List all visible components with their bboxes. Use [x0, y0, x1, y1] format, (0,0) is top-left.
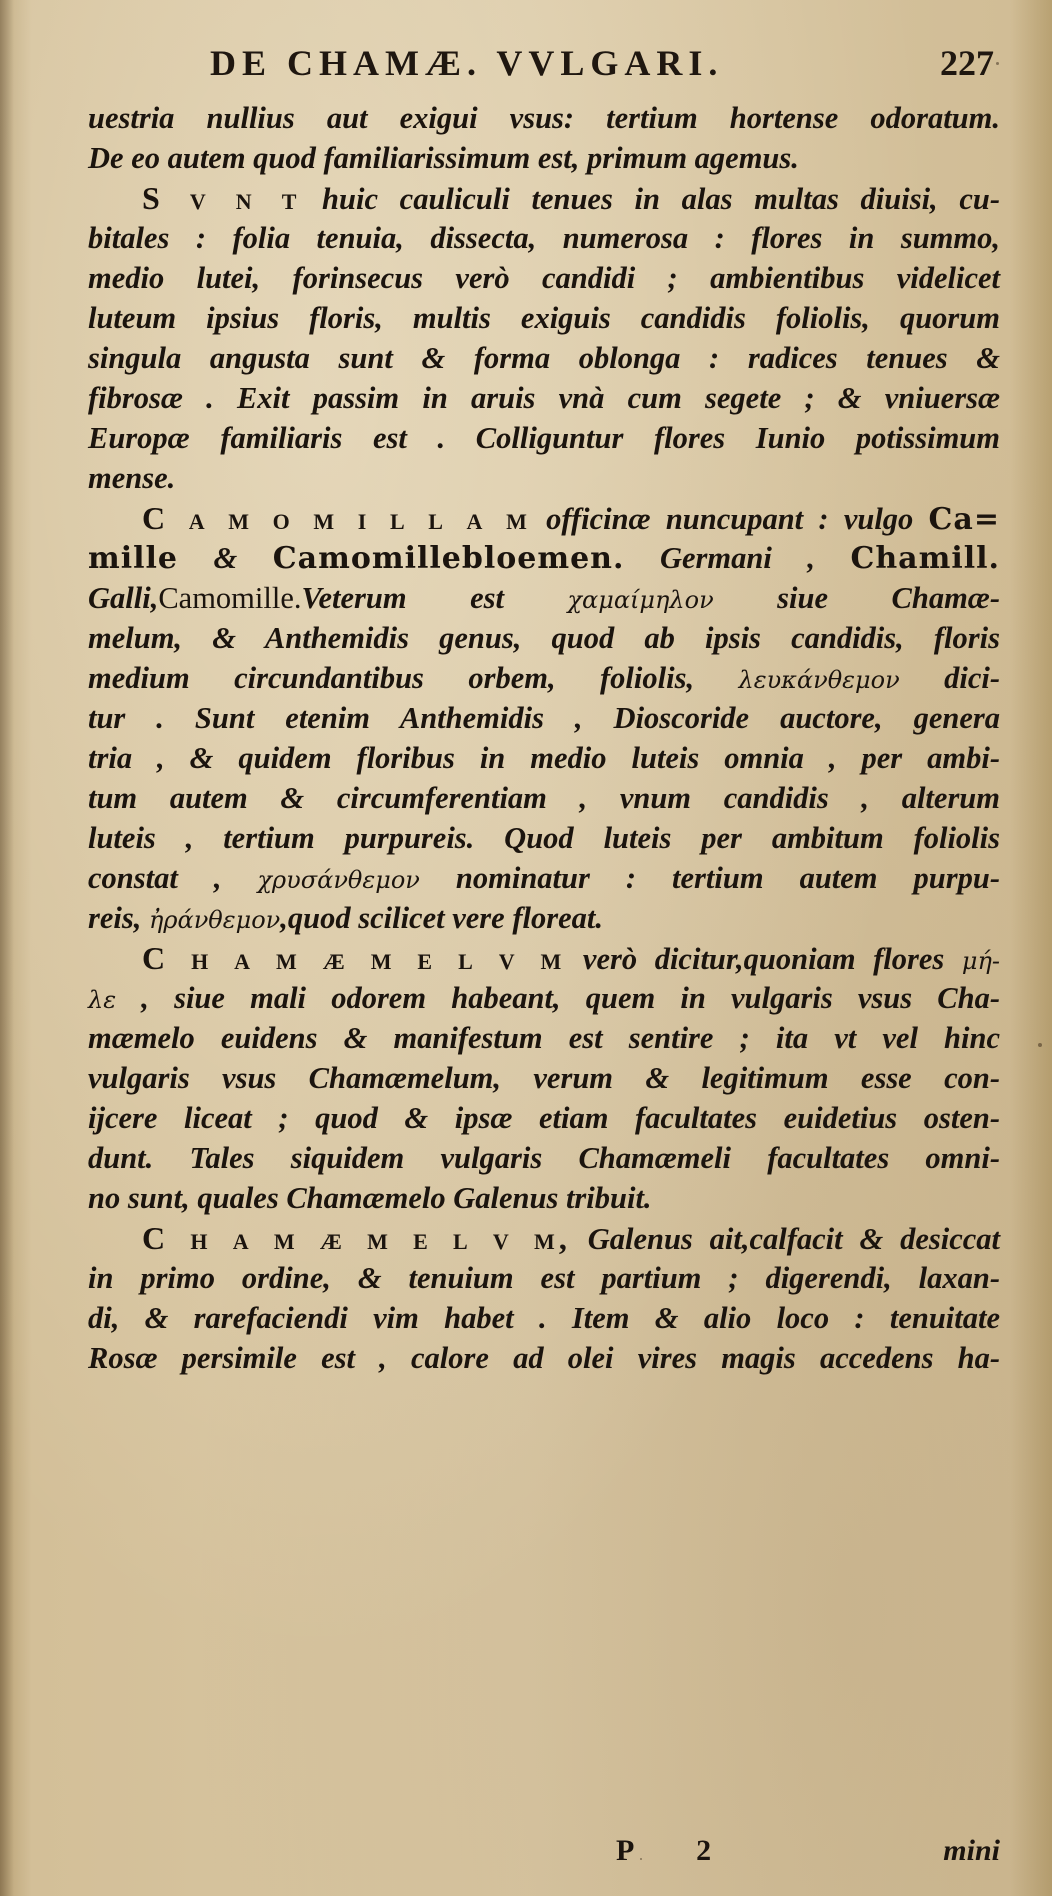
text-line: medium circundantibus orbem, foliolis, λευκάνθεμον dici- [88, 661, 1000, 695]
text-line: Rosæ persimile est , calore ad olei vires magis accedens ha- [88, 1341, 1000, 1375]
vernacular-name: mille [88, 541, 179, 576]
greek-term: ἠράνθεμον [149, 906, 281, 934]
text-line: C h a m æ m e l v m verò dicitur,quoniam flores μή- [142, 940, 1000, 976]
text-line: Galli,Camomille.Veterum est χαμαίμηλον siue Chamæ- [88, 581, 1000, 615]
text-line: De eo autem quod familiarissimum est, primum agemus. [88, 141, 799, 175]
initial-word: S v n t [142, 180, 301, 216]
text-line: no sunt, quales Chamæmelo Galenus tribuit. [88, 1181, 652, 1215]
text-line: dunt. Tales siquidem vulgaris Chamæmeli facultates omni- [88, 1141, 1000, 1175]
text-line: mense. [88, 461, 176, 495]
text-line: C a m o m i l l a m officinæ nuncupant : vulgo Ca= [142, 500, 1000, 537]
page-footer [88, 1834, 1000, 1878]
text-line: vulgaris vsus Chamæmelum, verum & legitimum esse con- [88, 1061, 1000, 1095]
text-line: tria , & quidem floribus in medio luteis omnia , per ambi- [88, 741, 1000, 775]
text-line: di, & rarefaciendi vim habet . Item & alio loco : tenuitate [88, 1301, 1000, 1335]
text-line: tum autem & circumferentiam , vnum candidis , alterum [88, 781, 1000, 815]
greek-term: λε [88, 986, 117, 1014]
text-line: tur . Sunt etenim Anthemidis , Dioscoride auctore, genera [88, 701, 1000, 735]
text-line: C h a m æ m e l v m, Galenus ait,calfacit & desiccat [142, 1220, 1001, 1256]
greek-term: χαμαίμηλον [567, 586, 714, 614]
text-line: mille & Camomillebloemen. Germani , Chamill. [88, 541, 1000, 576]
text-line: mæmelo euidens & manifestum est sentire ; ita vt vel hinc [88, 1021, 1000, 1055]
text-line: in primo ordine, & tenuium est partium ; digerendi, laxan- [88, 1261, 1000, 1295]
text-line: Europæ familiaris est . Colliguntur flores Iunio potissimum [88, 421, 1000, 455]
text-line: constat , χρυσάνθεμον nominatur : tertium autem purpu- [88, 861, 1001, 895]
catchword: mini [943, 1834, 1000, 1867]
page-header [210, 42, 1000, 92]
text-line: luteum ipsius floris, multis exiguis candidis foliolis, quorum [88, 301, 1000, 335]
vernacular-name: Chamill. [850, 541, 1000, 576]
text-line: S v n t huic cauliculi tenues in alas multas diuisi, cu- [142, 180, 1000, 216]
text-line: uestria nullius aut exigui vsus: tertium hortense odoratum. [88, 101, 1000, 135]
page-number: 227 [940, 43, 994, 83]
greek-term: μή- [961, 947, 1000, 975]
body-text [88, 98, 1000, 1378]
text-line: singula angusta sunt & forma oblonga : radices tenues & [88, 341, 1000, 375]
spine-shadow [0, 0, 14, 1896]
paper-speck [640, 1858, 642, 1860]
vernacular-name: Camomillebloemen. [272, 541, 625, 576]
initial-word: C h a m æ m e l v m, [142, 1220, 571, 1256]
running-head: DE CHAMÆ. VVLGARI. [210, 43, 724, 83]
text-line: λε , siue mali odorem habeant, quem in vulgaris vsus Cha- [88, 981, 1000, 1015]
signature-mark: P 2 [616, 1834, 740, 1867]
text-line: bitales : folia tenuia, dissecta, numerosa : flores in summo, [88, 221, 1000, 255]
initial-word: C a m o m i l l a m [142, 500, 531, 536]
text-line: melum, & Anthemidis genus, quod ab ipsis candidis, floris [88, 621, 1000, 655]
initial-word: C h a m æ m e l v m [142, 940, 566, 976]
vernacular-name: Camomille. [158, 581, 302, 615]
text-line: fibrosæ . Exit passim in aruis vnà cum segete ; & vniuersæ [88, 381, 1000, 415]
paper-speck [996, 62, 999, 65]
greek-term: λευκάνθεμον [738, 666, 900, 694]
greek-term: χρυσάνθεμον [257, 866, 420, 894]
text-line: reis, ἠράνθεμον,quod scilicet vere floreat. [88, 901, 603, 935]
text-line: medio lutei, forinsecus verò candidi ; ambientibus videlicet [88, 261, 1000, 295]
text-line: luteis , tertium purpureis. Quod luteis per ambitum foliolis [88, 821, 1000, 855]
text-line: ijcere liceat ; quod & ipsæ etiam facultates euidetius osten- [88, 1101, 1000, 1135]
paper-speck [1038, 1043, 1042, 1047]
vernacular-name: Ca= [928, 502, 1000, 537]
